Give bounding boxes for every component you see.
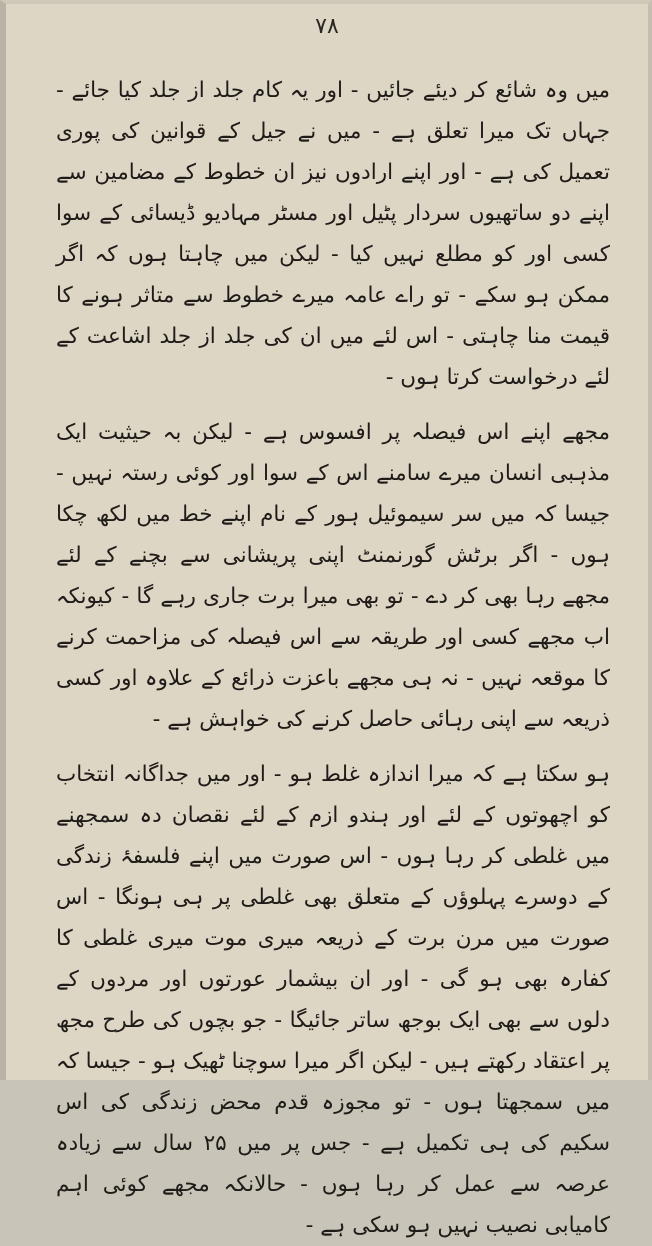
paragraph-3: ہو سکتا ہے کہ میرا اندازہ غلط ہو - اور میں جداگانہ انتخاب کو اچھوتوں کے لئے اور ہندو ازم کے لئے نقصان دہ سمجھنے میں غلطی کر رہا ہوں - اس صورت میں اپنے فلسفۂ زندگی کے دوسرے پہلوؤں کے متعلق بھی غلطی پر ہی ہونگا - اس صورت میں مرن برت کے ذریعہ میری موت میری غلطی کا کفارہ بھی ہو گی - اور ان بیشمار عورتوں اور مردوں کے دلوں سے بھی ایک بوجھ ساتر جائیگا - جو بچوں کی طرح مجھ پر اعتقاد رکھتے ہیں - لیکن اگر میرا سوچنا ٹھیک ہو - جیسا کہ میں سمجھتا ہوں - تو مجوزہ قدم محض زندگی کی اس سکیم کی ہی تکمیل ہے - جس پر میں ۲۵ سال سے زیادہ عرصہ سے عمل کر رہا ہوں - حالانکہ مجھے کوئی اہم کامیابی نصیب نہیں ہو سکی ہے - [56,762,611,1238]
page-number: ۷۸ [315,14,339,39]
paragraph-1: میں وہ شائع کر دیئے جائیں - اور یہ کام جلد از جلد کیا جائے - جہاں تک میرا تعلق ہے - میں نے جیل کے قوانین کی پوری تعمیل کی ہے - اور اپنے ارادوں نیز ان خطوط کے مضامین سے اپنے دو ساتھیوں سردار پٹیل اور مسٹر مہادیو ڈیسائی کے سوا کسی اور کو مطلع نہیں کیا - لیکن میں چاہتا ہوں کہ اگر ممکن ہو سکے - تو راے عامہ میرے خطوط سے متاثر ہونے کا قیمت منا چاہتی - اس لئے میں ان کی جلد از جلد اشاعت کے لئے درخواست کرتا ہوں - [56,78,610,390]
body-text [56,70,610,1246]
paragraph-2: مجھے اپنے اس فیصلہ پر افسوس ہے - لیکن بہ حیثیت ایک مذہبی انسان میرے سامنے اس کے سوا اور کوئی رستہ نہیں - جیسا کہ میں سر سیموئیل ہور کے نام اپنے خط میں لکھ چکا ہوں - اگر برٹش گورنمنٹ اپنی پریشانی سے بچنے کے لئے مجھے رہا بھی کر دے - تو بھی میرا برت جاری رہے گا - کیونکہ اب مجھے کسی اور طریقہ سے اس فیصلہ کی مزاحمت کرنے کا موقعہ نہیں - نہ ہی مجھے باعزت ذرائع کے علاوہ اور کسی ذریعہ سے اپنی رہائی حاصل کرنے کی خواہش ہے - [56,420,610,732]
